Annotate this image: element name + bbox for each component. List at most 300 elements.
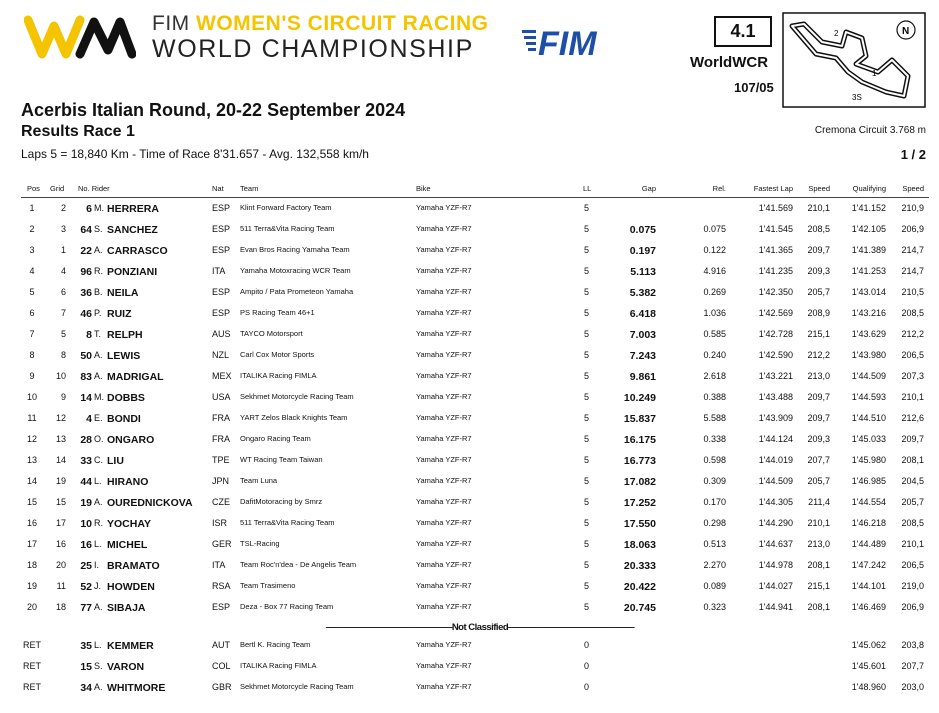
cell-bike: Yamaha YZF-R7 — [416, 560, 472, 569]
cell-qualifying: 1'46.469 — [851, 602, 886, 612]
cell-initial: C. — [94, 455, 103, 465]
cell-rider: NEILA — [107, 287, 139, 299]
cell-gap: 9.861 — [629, 371, 656, 383]
cell-rel: 0.170 — [703, 497, 726, 507]
cell-gap: 5.113 — [630, 266, 656, 278]
cell-rider: BRAMATO — [107, 560, 160, 572]
cell-initial: A. — [94, 245, 103, 255]
cell-grid: 12 — [55, 413, 66, 423]
cell-rel: 2.270 — [703, 560, 726, 570]
cell-nat: ISR — [212, 518, 228, 528]
cell-initial: S. — [94, 224, 103, 234]
cell-speed: 209,7 — [807, 413, 830, 423]
header-qualifying: Qualifying — [852, 184, 886, 193]
cell-speed: 215,1 — [807, 329, 830, 339]
cell-laps: 5 — [584, 245, 590, 255]
cell-fastest-lap: 1'41.235 — [758, 266, 793, 276]
cell-pos: 9 — [29, 371, 35, 381]
cell-nat: NZL — [212, 350, 230, 360]
cell-nat: ESP — [212, 224, 231, 234]
cell-qual-speed: 208,5 — [901, 518, 924, 528]
cell-number: 25 — [80, 560, 92, 572]
cell-team: Team Luna — [240, 476, 278, 485]
cell-pos: 14 — [26, 476, 37, 486]
cell-speed: 215,1 — [807, 581, 830, 591]
cell-laps: 5 — [584, 308, 590, 318]
cell-bike: Yamaha YZF-R7 — [416, 392, 472, 401]
cell-qual-speed: 203,0 — [901, 682, 924, 692]
cell-qualifying: 1'45.980 — [851, 455, 886, 465]
cell-qual-speed: 208,1 — [901, 455, 924, 465]
cell-grid: 4 — [60, 266, 66, 276]
cell-initial: P. — [94, 308, 102, 318]
cell-gap: 6.418 — [629, 308, 656, 320]
cell-rider: LIU — [107, 455, 124, 467]
cell-rel: 0.298 — [703, 518, 726, 528]
cell-bike: Yamaha YZF-R7 — [416, 266, 472, 275]
page-number: 1 / 2 — [900, 147, 926, 162]
cell-nat: GBR — [212, 682, 232, 692]
cell-bike: Yamaha YZF-R7 — [416, 539, 472, 548]
cell-speed: 213,0 — [807, 539, 830, 549]
cell-grid: 5 — [60, 329, 66, 339]
cell-number: 33 — [80, 455, 92, 467]
header-speed: Speed — [808, 184, 830, 193]
cell-rider: OUREDNICKOVA — [107, 497, 193, 509]
cell-nat: AUS — [212, 329, 231, 339]
cell-nat: TPE — [212, 455, 230, 465]
track-map — [782, 12, 926, 108]
cell-qual-speed: 207,3 — [901, 371, 924, 381]
result-row — [0, 581, 939, 601]
cell-qualifying: 1'45.033 — [851, 434, 886, 444]
cell-bike: Yamaha YZF-R7 — [416, 661, 472, 670]
cell-qualifying: 1'44.509 — [851, 371, 886, 381]
fim-logo-text: FIM — [538, 25, 597, 60]
event-subtitle: Results Race 1 — [21, 123, 135, 140]
cell-rider: HIRANO — [107, 476, 149, 488]
cell-grid: 7 — [60, 308, 66, 318]
cell-team: Klint Forward Factory Team — [240, 203, 332, 212]
cell-grid: 15 — [55, 497, 66, 507]
cell-grid: 19 — [55, 476, 66, 486]
cell-bike: Yamaha YZF-R7 — [416, 287, 472, 296]
cell-initial: B. — [94, 287, 103, 297]
cell-number: 34 — [80, 682, 92, 694]
cell-speed: 209,7 — [807, 245, 830, 255]
cell-initial: L. — [94, 539, 102, 549]
cell-speed: 209,7 — [807, 392, 830, 402]
cell-qualifying: 1'43.629 — [851, 329, 886, 339]
cell-pos: 7 — [29, 329, 35, 339]
cell-initial: R. — [94, 266, 103, 276]
cell-number: 16 — [80, 539, 92, 551]
cell-bike: Yamaha YZF-R7 — [416, 371, 472, 380]
cell-team: Carl Cox Motor Sports — [240, 350, 315, 359]
result-row — [0, 224, 939, 244]
cell-team: Evan Bros Racing Yamaha Team — [240, 245, 350, 254]
cell-qualifying: 1'47.242 — [851, 560, 886, 570]
cell-grid: 11 — [56, 581, 66, 591]
cell-team: Sekhmet Motorcycle Racing Team — [240, 392, 354, 401]
cell-number: 14 — [80, 392, 92, 404]
cell-pos: 6 — [29, 308, 35, 318]
cell-number: 64 — [80, 224, 92, 236]
round-number: 4.1 — [714, 16, 772, 47]
header-pos: Pos — [27, 184, 40, 193]
cell-number: 15 — [80, 661, 92, 673]
cell-pos: 17 — [26, 539, 37, 549]
cell-qualifying: 1'44.554 — [851, 497, 886, 507]
cell-pos: 11 — [27, 413, 37, 423]
cell-number: 22 — [80, 245, 92, 257]
cell-team: Bertl K. Racing Team — [240, 640, 311, 649]
cell-qual-speed: 210,9 — [901, 203, 924, 213]
cell-initial: A. — [94, 682, 103, 692]
cell-team: 511 Terra&Vita Racing Team — [240, 224, 335, 233]
cell-initial: R. — [94, 518, 103, 528]
cell-rel: 0.240 — [703, 350, 726, 360]
cell-team: PS Racing Team 46+1 — [240, 308, 315, 317]
cell-fastest-lap: 1'44.509 — [758, 476, 793, 486]
cell-laps: 5 — [584, 539, 590, 549]
cell-team: Ampito / Pata Prometeon Yamaha — [240, 287, 354, 296]
cell-laps: 5 — [584, 581, 590, 591]
cell-qual-speed: 219,0 — [901, 581, 924, 591]
cell-laps: 5 — [584, 350, 590, 360]
cell-number: 28 — [80, 434, 92, 446]
cell-pos: 2 — [29, 224, 35, 234]
cell-pos: 16 — [26, 518, 37, 528]
cell-gap: 0.197 — [629, 245, 656, 257]
cell-grid: 3 — [60, 224, 66, 234]
cell-qual-speed: 214,7 — [901, 245, 924, 255]
result-row — [0, 245, 939, 265]
cell-gap: 0.075 — [629, 224, 656, 236]
cell-pos: RET — [23, 640, 41, 650]
cell-rel: 2.618 — [703, 371, 726, 381]
cell-qualifying: 1'41.152 — [851, 203, 886, 213]
cell-team: YART Zelos Black Knights Team — [240, 413, 348, 422]
cell-laps: 5 — [584, 497, 590, 507]
cell-qual-speed: 209,7 — [901, 434, 924, 444]
cell-fastest-lap: 1'42.590 — [758, 350, 793, 360]
cell-laps: 5 — [584, 602, 590, 612]
cell-number: 52 — [80, 581, 92, 593]
cell-speed: 210,1 — [807, 518, 830, 528]
result-row — [0, 203, 939, 223]
cell-qual-speed: 203,8 — [901, 640, 924, 650]
retired-row — [0, 640, 939, 660]
cell-grid: 20 — [55, 560, 66, 570]
cell-rider: ONGARO — [107, 434, 155, 446]
cell-team: 511 Terra&Vita Racing Team — [240, 518, 335, 527]
cell-grid: 9 — [60, 392, 66, 402]
cell-laps: 5 — [584, 392, 590, 402]
cell-bike: Yamaha YZF-R7 — [416, 518, 472, 527]
cell-qual-speed: 208,5 — [901, 308, 924, 318]
cell-rel: 0.269 — [703, 287, 726, 297]
result-row — [0, 413, 939, 433]
wwcr-logo — [24, 14, 136, 60]
cell-pos: 3 — [29, 245, 35, 255]
cell-fastest-lap: 1'44.978 — [758, 560, 793, 570]
cell-number: 4 — [86, 413, 92, 425]
header-team: Team — [240, 184, 259, 193]
cell-rel: 0.598 — [703, 455, 726, 465]
track-label-2: 2 — [834, 29, 839, 38]
cell-laps: 5 — [584, 476, 590, 486]
cell-laps: 5 — [584, 203, 590, 213]
cell-rel: 0.338 — [703, 434, 726, 444]
cell-bike: Yamaha YZF-R7 — [416, 497, 472, 506]
cell-laps: 0 — [584, 661, 590, 671]
cell-qual-speed: 214,7 — [901, 266, 924, 276]
cell-team: TSL-Racing — [240, 539, 280, 548]
cell-qual-speed: 210,5 — [901, 287, 924, 297]
cell-nat: COL — [212, 661, 231, 671]
cell-speed: 212,2 — [807, 350, 830, 360]
cell-number: 35 — [80, 640, 92, 652]
cell-bike: Yamaha YZF-R7 — [416, 308, 472, 317]
cell-rider: SIBAJA — [107, 602, 146, 614]
cell-fastest-lap: 1'44.019 — [758, 455, 793, 465]
cell-gap: 7.003 — [629, 329, 656, 341]
result-row — [0, 539, 939, 559]
retired-row — [0, 682, 939, 702]
cell-grid: 1 — [60, 245, 66, 255]
cell-speed: 209,3 — [807, 434, 830, 444]
cell-nat: ITA — [212, 266, 226, 276]
cell-rider: LEWIS — [107, 350, 141, 362]
cell-team: Ongaro Racing Team — [240, 434, 311, 443]
cell-initial: T. — [94, 329, 102, 339]
cell-grid: 16 — [55, 539, 66, 549]
cell-pos: 10 — [26, 392, 37, 402]
cell-grid: 17 — [55, 518, 66, 528]
cell-fastest-lap: 1'41.365 — [758, 245, 793, 255]
cell-initial: A. — [94, 497, 103, 507]
cell-initial: O. — [94, 434, 104, 444]
result-row — [0, 308, 939, 328]
cell-qualifying: 1'44.489 — [851, 539, 886, 549]
cell-qualifying: 1'43.014 — [851, 287, 886, 297]
cell-rel: 0.585 — [703, 329, 726, 339]
cell-qualifying: 1'43.216 — [851, 308, 886, 318]
cell-qual-speed: 206,9 — [901, 602, 924, 612]
cell-qual-speed: 204,5 — [901, 476, 924, 486]
cell-gap: 17.252 — [623, 497, 656, 509]
cell-rider: SANCHEZ — [107, 224, 158, 236]
cell-rider: HERRERA — [107, 203, 159, 215]
cell-speed: 208,5 — [807, 224, 830, 234]
cell-nat: GER — [212, 539, 232, 549]
cell-initial: A. — [94, 602, 103, 612]
cell-bike: Yamaha YZF-R7 — [416, 350, 472, 359]
cell-qualifying: 1'41.253 — [851, 266, 886, 276]
cell-team: Deza - Box 77 Racing Team — [240, 602, 334, 611]
header-grid: Grid — [50, 184, 65, 193]
brand-line-1 — [152, 12, 488, 36]
cell-pos: 13 — [26, 455, 37, 465]
cell-bike: Yamaha YZF-R7 — [416, 413, 472, 422]
cell-nat: ITA — [212, 560, 226, 570]
cell-number: 8 — [86, 329, 92, 341]
cell-gap: 16.175 — [623, 434, 656, 446]
result-row — [0, 350, 939, 370]
cell-gap: 20.745 — [623, 602, 656, 614]
cell-qual-speed: 210,1 — [901, 392, 924, 402]
cell-pos: RET — [23, 682, 41, 692]
cell-pos: 8 — [29, 350, 35, 360]
cell-rider: DOBBS — [107, 392, 145, 404]
cell-qualifying: 1'45.062 — [851, 640, 886, 650]
cell-speed: 210,1 — [807, 203, 830, 213]
cell-nat: ESP — [212, 245, 231, 255]
cell-speed: 209,3 — [807, 266, 830, 276]
cell-grid: 13 — [55, 434, 66, 444]
cell-bike: Yamaha YZF-R7 — [416, 476, 472, 485]
result-row — [0, 476, 939, 496]
cell-initial: L. — [94, 476, 102, 486]
cell-team: TAYCO Motorsport — [240, 329, 303, 338]
header-fastest-lap: Fastest Lap — [753, 184, 793, 193]
cell-rider: VARON — [107, 661, 145, 673]
cell-qual-speed: 206,9 — [901, 224, 924, 234]
cell-fastest-lap: 1'43.488 — [758, 392, 793, 402]
cell-initial: L. — [94, 640, 102, 650]
cell-gap: 17.550 — [623, 518, 656, 530]
cell-gap: 5.382 — [629, 287, 656, 299]
cell-initial: I. — [94, 560, 100, 570]
cell-qual-speed: 205,7 — [901, 497, 924, 507]
document-code: 107/05 — [734, 80, 774, 95]
cell-team: Yamaha Motoxracing WCR Team — [240, 266, 351, 275]
cell-fastest-lap: 1'44.290 — [758, 518, 793, 528]
cell-nat: ESP — [212, 602, 231, 612]
cell-rider: HOWDEN — [107, 581, 155, 593]
cell-fastest-lap: 1'43.221 — [758, 371, 793, 381]
cell-pos: 15 — [26, 497, 37, 507]
cell-initial: M. — [94, 203, 104, 213]
cell-qualifying: 1'44.510 — [851, 413, 886, 423]
cell-number: 77 — [80, 602, 92, 614]
svg-text:N: N — [902, 26, 910, 37]
cell-bike: Yamaha YZF-R7 — [416, 224, 472, 233]
cell-pos: 20 — [26, 602, 37, 612]
cell-grid: 6 — [60, 287, 66, 297]
cell-rider: PONZIANI — [107, 266, 158, 278]
cell-nat: USA — [212, 392, 231, 402]
cell-bike: Yamaha YZF-R7 — [416, 455, 472, 464]
result-row — [0, 371, 939, 391]
cell-laps: 5 — [584, 371, 590, 381]
retired-row — [0, 661, 939, 681]
cell-nat: RSA — [212, 581, 231, 591]
compass-north-icon — [897, 21, 915, 39]
cell-rel: 0.089 — [703, 581, 726, 591]
cell-bike: Yamaha YZF-R7 — [416, 245, 472, 254]
cell-fastest-lap: 1'44.637 — [758, 539, 793, 549]
header-rel: Rel. — [712, 184, 726, 193]
cell-initial: S. — [94, 661, 103, 671]
cell-number: 19 — [80, 497, 92, 509]
cell-rel: 0.513 — [703, 539, 726, 549]
cell-qual-speed: 210,1 — [901, 539, 924, 549]
cell-number: 6 — [86, 203, 92, 215]
not-classified-divider: ——————————————Not Classified—————————————— — [325, 622, 635, 633]
cell-bike: Yamaha YZF-R7 — [416, 640, 472, 649]
result-row — [0, 602, 939, 622]
cell-number: 36 — [80, 287, 92, 299]
header-divider — [21, 197, 929, 198]
cell-initial: E. — [94, 413, 103, 423]
cell-laps: 5 — [584, 224, 590, 234]
cell-number: 50 — [80, 350, 92, 362]
cell-rel: 1.036 — [703, 308, 726, 318]
cell-gap: 20.333 — [623, 560, 656, 572]
cell-team: Team Roc'n'dea - De Angelis Team — [240, 560, 357, 569]
cell-rider: BONDI — [107, 413, 141, 425]
cell-grid: 8 — [60, 350, 66, 360]
cell-pos: 18 — [26, 560, 37, 570]
brand-wcr-text: WOMEN'S CIRCUIT RACING — [196, 12, 489, 35]
cell-qual-speed: 206,5 — [901, 350, 924, 360]
cell-qualifying: 1'41.389 — [851, 245, 886, 255]
cell-fastest-lap: 1'44.124 — [758, 434, 793, 444]
cell-nat: FRA — [212, 413, 230, 423]
cell-speed: 208,1 — [807, 602, 830, 612]
cell-team: ITALIKA Racing FIMLA — [240, 371, 317, 380]
cell-rel: 0.122 — [703, 245, 726, 255]
cell-gap: 16.773 — [623, 455, 656, 467]
cell-gap: 7.243 — [629, 350, 656, 362]
cell-qual-speed: 212,2 — [901, 329, 924, 339]
cell-nat: ESP — [212, 287, 231, 297]
cell-gap: 17.082 — [623, 476, 656, 488]
results-header — [0, 184, 939, 196]
cell-rider: KEMMER — [107, 640, 154, 652]
series-name: WorldWCR — [690, 54, 769, 71]
cell-number: 96 — [80, 266, 92, 278]
cell-fastest-lap: 1'43.909 — [758, 413, 793, 423]
cell-pos: RET — [23, 661, 41, 671]
cell-laps: 0 — [584, 640, 590, 650]
cell-qual-speed: 212,6 — [901, 413, 924, 423]
cell-grid: 2 — [60, 203, 66, 213]
cell-rel: 0.388 — [703, 392, 726, 402]
cell-fastest-lap: 1'42.350 — [758, 287, 793, 297]
cell-gap: 18.063 — [623, 539, 656, 551]
cell-laps: 5 — [584, 455, 590, 465]
result-row — [0, 266, 939, 286]
cell-pos: 4 — [29, 266, 35, 276]
cell-bike: Yamaha YZF-R7 — [416, 682, 472, 691]
cell-team: DafitMotoracing by Smrz — [240, 497, 323, 506]
cell-qualifying: 1'46.218 — [851, 518, 886, 528]
cell-gap: 15.837 — [623, 413, 656, 425]
cell-team: ITALIKA Racing FIMLA — [240, 661, 317, 670]
result-row — [0, 455, 939, 475]
cell-speed: 207,7 — [807, 455, 830, 465]
cell-fastest-lap: 1'44.027 — [758, 581, 793, 591]
cell-fastest-lap: 1'41.569 — [758, 203, 793, 213]
cell-bike: Yamaha YZF-R7 — [416, 602, 472, 611]
cell-fastest-lap: 1'41.545 — [758, 224, 793, 234]
track-label-1: 1 — [872, 69, 877, 78]
cell-initial: J. — [94, 581, 102, 591]
cell-rider: WHITMORE — [107, 682, 166, 694]
